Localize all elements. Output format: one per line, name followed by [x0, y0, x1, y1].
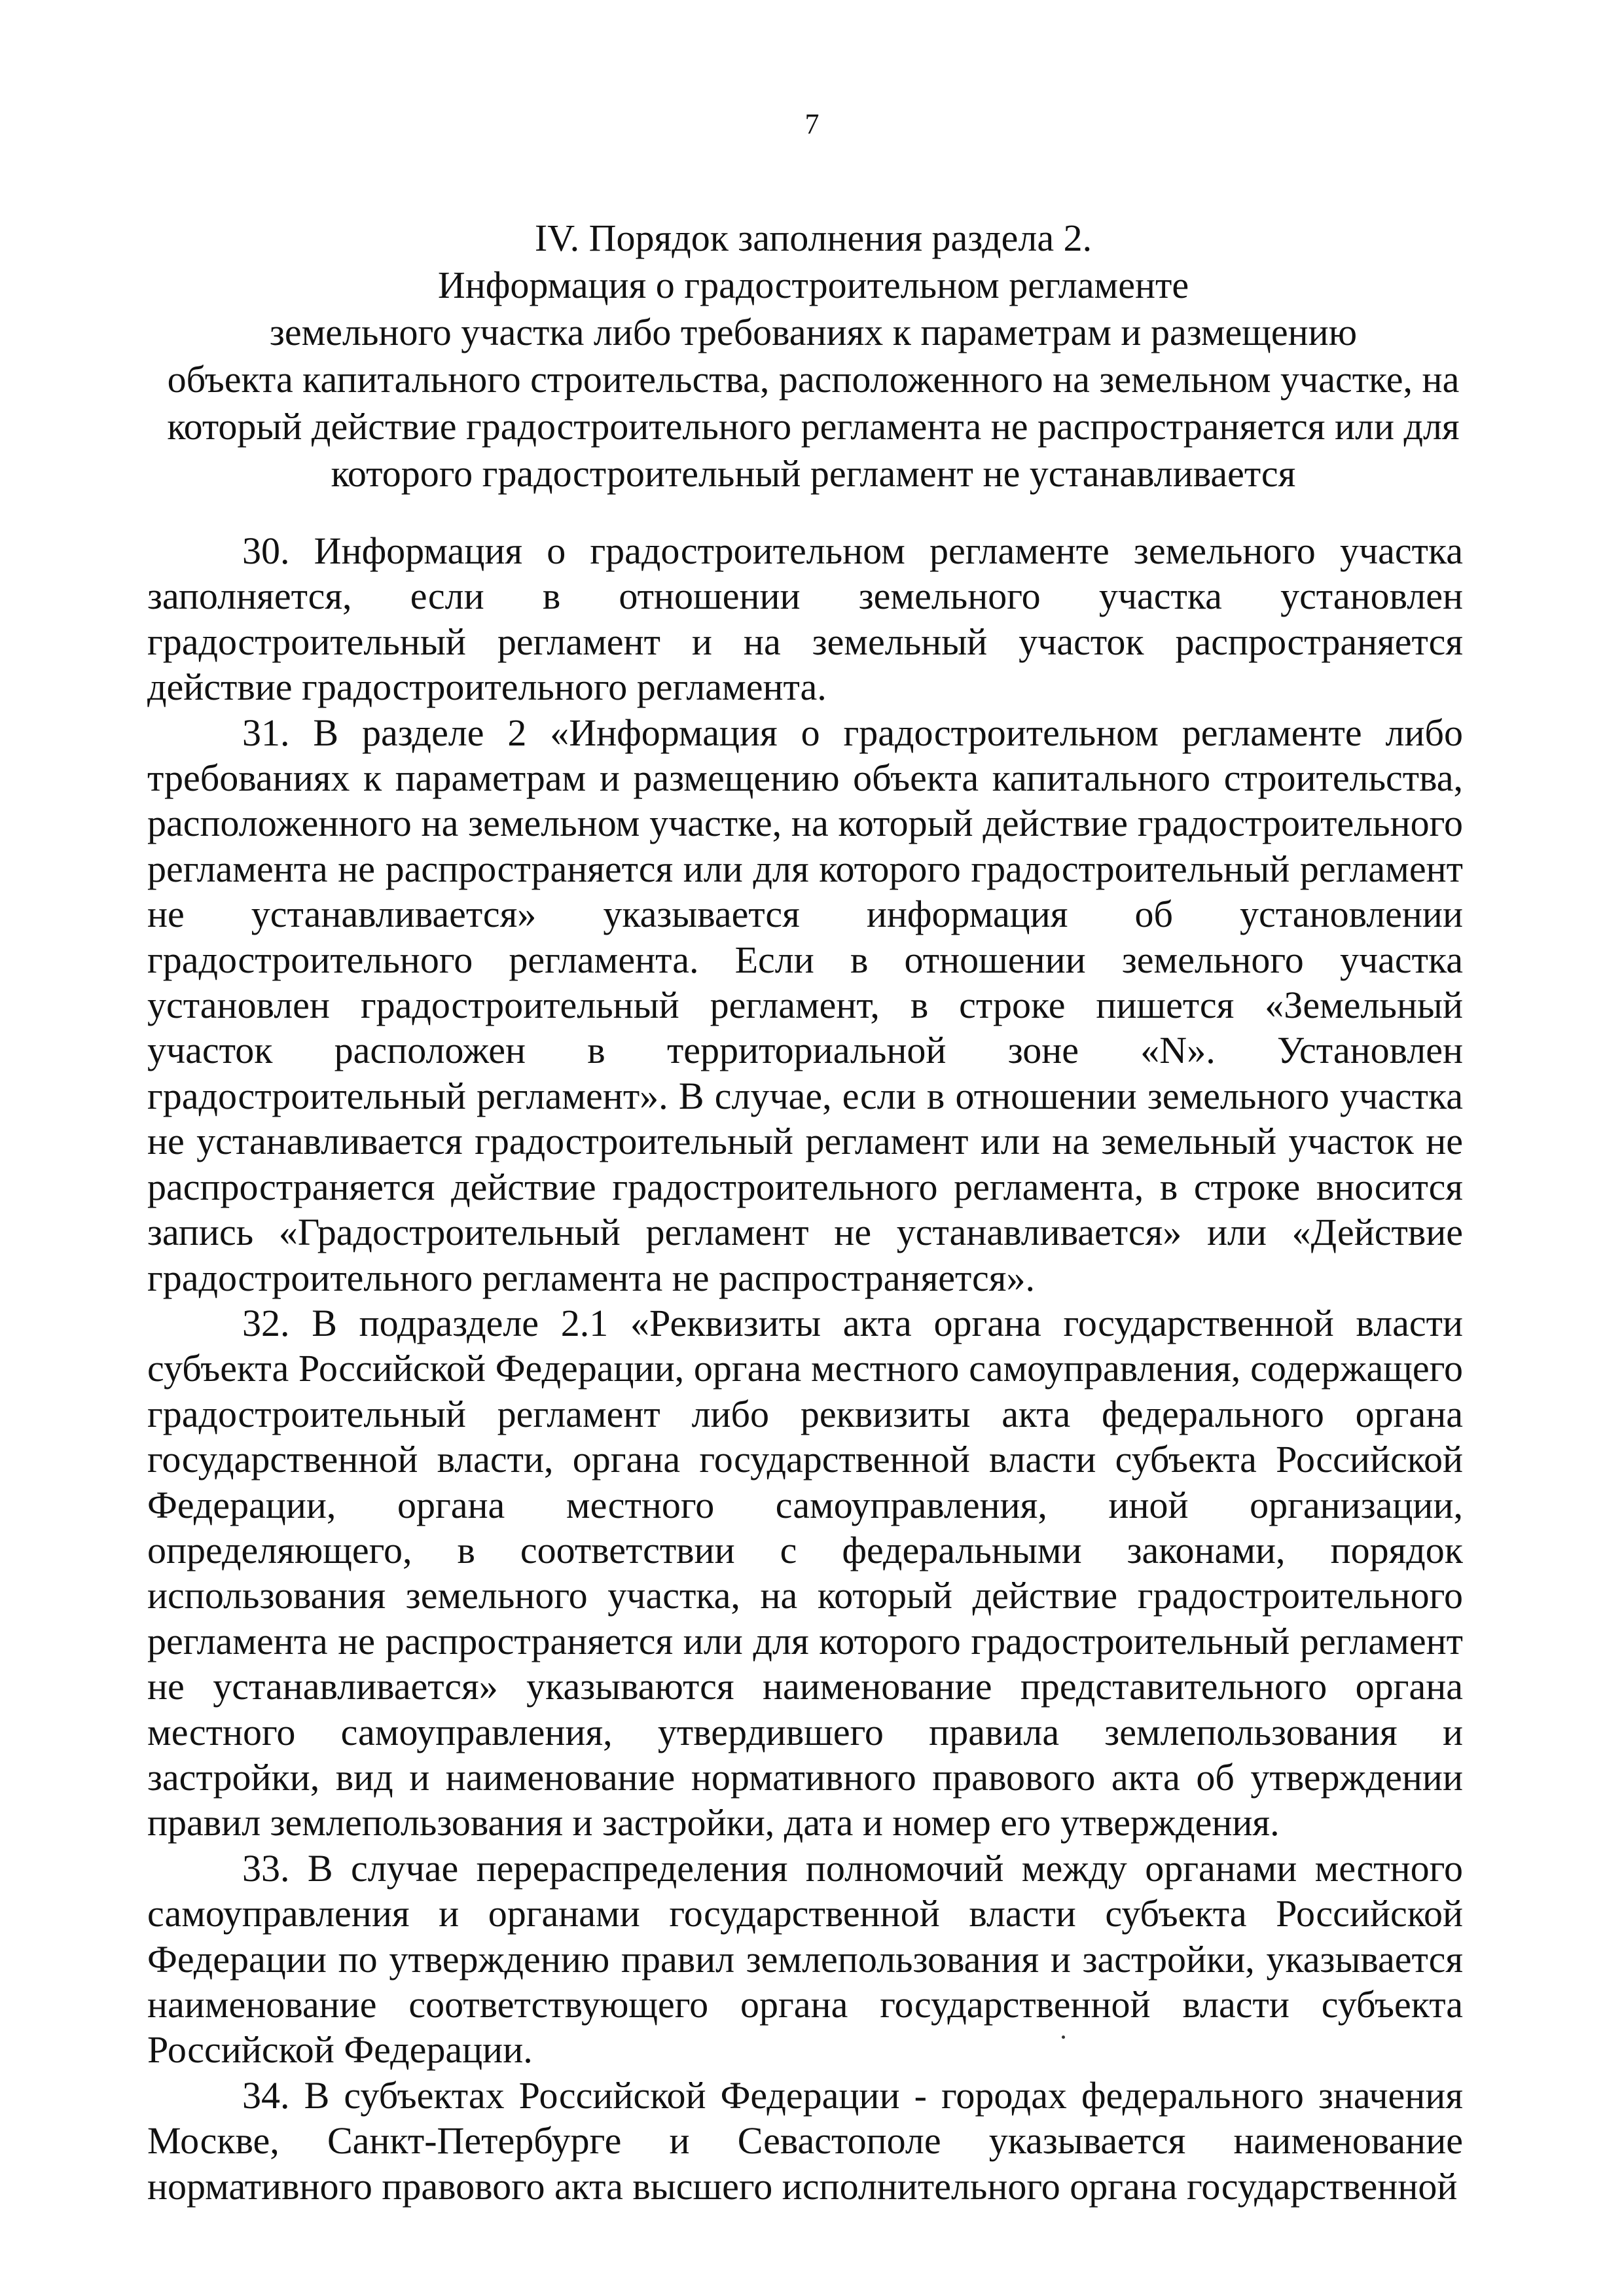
- scan-speck: [1062, 2036, 1065, 2039]
- page-number: 7: [804, 108, 820, 140]
- paragraph-31: 31. В разделе 2 «Информация о градостроительном регламенте либо требованиях к параметрам и размещению объекта капитального строительства, расположенного на земельном участке, на который действие градостроительного регламента не распространяется или для которого градостроительный регламент не устанавливается» указывается информация об установлении градостроительного регламента. Если в отношении земельного участка установлен градостроительный регламент, в строке пишется «Земельный участок расположен в территориальной зоне «N». Установлен градостроительный регламент». В случае, если в отношении земельного участка не устанавливается градостроительный регламент или на земельный участок не распространяется действие градостроительного регламента, в строке вносится запись «Градостроительный регламент не устанавливается» или «Действие градостроительного регламента не распространяется».: [147, 711, 1463, 1299]
- paragraph-30: 30. Информация о градостроительном регламенте земельного участка заполняется, если в отношении земельного участка установлен градостроительный регламент и на земельный участок распространяется действие градостроительного регламента.: [147, 529, 1463, 709]
- heading-line: Информация о градостроительном регламенте: [437, 264, 1189, 306]
- heading-line: земельного участка либо требованиях к параметрам и размещению: [269, 311, 1358, 353]
- paragraph-33: 33. В случае перераспределения полномочий между органами местного самоуправления и органами государственной власти субъекта Российской Федерации по утверждению правил землепользования и застройки, указывается наименование соответствующего органа государственной власти субъекта Российской Федерации.: [147, 1846, 1463, 2072]
- heading-line: IV. Порядок заполнения раздела 2.: [534, 217, 1092, 259]
- section-heading: [147, 215, 1479, 497]
- document-body: [147, 528, 1463, 2209]
- heading-line: который действие градостроительного регламента не распространяется или для: [167, 405, 1460, 448]
- heading-line: объекта капитального строительства, расположенного на земельном участке, на: [167, 358, 1460, 401]
- paragraph-32: 32. В подразделе 2.1 «Реквизиты акта органа государственной власти субъекта Российской Федерации, органа местного самоуправления, содержащего градостроительный регламент либо реквизиты акта федерального органа государственной власти, органа государственной власти субъекта Российской Федерации, органа местного самоуправления, иной организации, определяющего, в соответствии с федеральными законами, порядок использования земельного участка, на который действие градостроительного регламента не распространяется или для которого градостроительный регламент не устанавливается» указываются наименование представительного органа местного самоуправления, утвердившего правила землепользования и застройки, вид и наименование нормативного правового акта об утверждении правил землепользования и застройки, дата и номер его утверждения.: [147, 1301, 1463, 1844]
- heading-line: которого градостроительный регламент не устанавливается: [331, 452, 1296, 495]
- paragraph-34: 34. В субъектах Российской Федерации - городах федерального значения Москве, Санкт-Петербурге и Севастополе указывается наименование нормативного правового акта высшего исполнительного органа государственной: [147, 2073, 1463, 2208]
